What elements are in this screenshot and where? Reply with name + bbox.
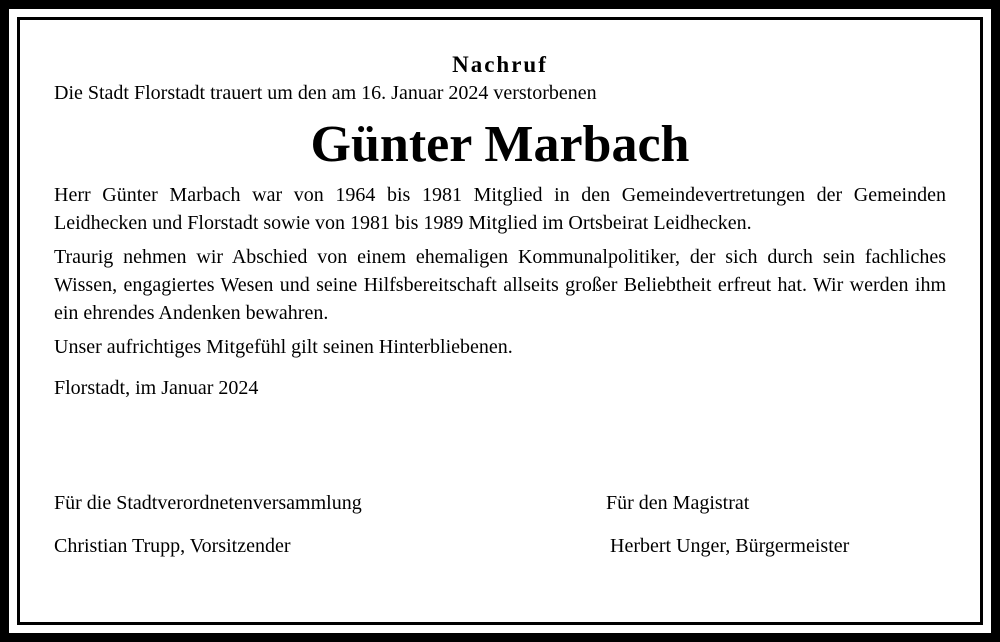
intro-line: Die Stadt Florstadt trauert um den am 16. Januar 2024 verstorbenen [54, 82, 597, 104]
signatory-left-person: Christian Trupp, Vorsitzender [54, 535, 291, 557]
paragraph-condolence: Unser aufrichtiges Mitgefühl gilt seinen Hinterbliebenen. [54, 336, 513, 358]
deceased-name: Günter Marbach [310, 116, 690, 173]
signatory-right-body: Für den Magistrat [606, 492, 750, 514]
notice-heading: Nachruf [452, 52, 548, 77]
signatory-left-body: Für die Stadtverordnetenversammlung [54, 492, 362, 514]
paragraph-career: Herr Günter Marbach war von 1964 bis 1981 Mitglied in den Gemeindevertretungen der Gemeinden Leidhecken und Florstadt sowie von 1981 bis 1989 Mitglied im Ortsbeirat Leidhecken. [54, 184, 946, 234]
place-date: Florstadt, im Januar 2024 [54, 377, 259, 399]
paragraph-farewell: Traurig nehmen wir Abschied von einem ehemaligen Kommunalpolitiker, der sich durch sein fachliches Wissen, engagiertes Wesen und seine Hilfsbereitschaft allseits großer Beliebtheit erfreut hat. Wir werden ihm ein ehrendes Andenken bewahren. [54, 246, 946, 324]
obituary-body [54, 50, 946, 402]
signatory-right-person: Herbert Unger, Bürgermeister [610, 535, 850, 557]
